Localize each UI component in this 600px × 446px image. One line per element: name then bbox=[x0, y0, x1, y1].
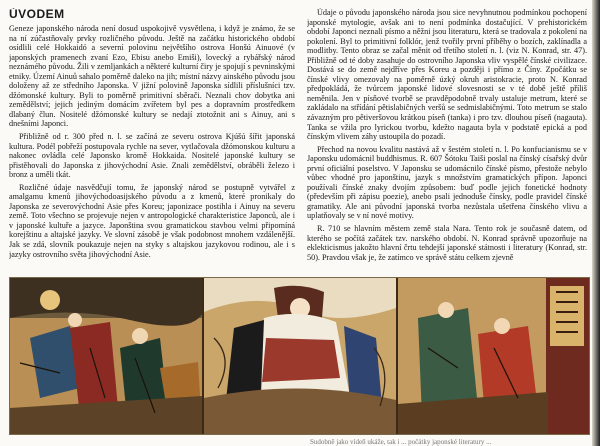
paragraph: Geneze japonského národa není dosud uspokojivě vysvětlena, i když je známo, že se na ní zúčastňovaly prvky rozličného původu. Ještě na začátku historického období osídlili celé Hokkaidó a severní polovinu největšího ostrova Honšú Ainuové (v japonských pramenech zvaní Ezo, Ebisu anebo Emiši), lovecký a rybářský národ neznámého původu. Žili v zemljankách a některé kulturní čiry je spojují s pevninskými etniky. Území Ainuů sahalo poměrně daleko na jih; místní názvy ainského původu jsou doloženy až ze středního Japonska. V jižní polovině Japonska sídlili příslušníci tzv. džómonské kultury. Byli to poměrně primitivní sběrači. Neznali chov dobytka ani zemědělství; jejich jediným domácím zvířetem byl pes a dopravním prostředkem dlabaný člun. Nositelé džómonské kultury se nedají ztotožnit ani s Ainuy, ani s dnešními Japonci. bbox=[9, 24, 295, 129]
triptych-panel-right bbox=[398, 278, 589, 434]
page-edge-shadow bbox=[592, 0, 600, 446]
triptych-panel-left bbox=[10, 278, 202, 434]
paragraph: Přibližně od r. 300 před n. l. se začíná ze severu ostrova Kjúšú šířit japonská kultura. Podél pobřeží postupovala rychle na sever, vytlačovala džómonskou kulturu a nakonec ovládla celé Japonsko kromě Hokkaida. Nositelé japonské kultury se přistěhovali do Japonska z jihovýchodní Asie. Znali zemědělství, obráběli železo i bronz a uměli tkát. bbox=[9, 132, 295, 180]
paragraph: Údaje o původu japonského národa jsou sice nevyhnutnou podmínkou pochopení japonské mytologie, avšak ani to není podmínka dostačující. V prehistorickém období Japonci neznali písmo a něžni jsou literaturu, která se tradovala z pokolení na pokolení. Byl to primitivní folklór, jenž tvořily první příběhy o bozích, zaklínadla a modlitby. Tento obraz se začal měnit od třetího století n. l. (viz N. Konrad, str. 47). Přibližně od té doby zasahuje do ostrovního Japonska vliv vyspělé čínské civilizace. Dostává se do země nejdříve přes Koreu a později i přímo z Číny. Zpočátku se čínské vlivy omezovaly na poměrně úzký okruh aristokracie, proto N. Konrad předpokládá, že tvůrcem japonské lidové slovesnosti se v té době ještě příliš neměnila. Jen v písňové tvorbě se pravděpodobně trvaly ustaluje metrum, které se zakládalo na střídání pětislabičných veršů se sedmislabičnými. Toto metrum se stalo závazným pro pětiveršovou krátkou píseň (tanka) i pro tzv. dlouhou píseň (nagauta). Tanka se vžila pro lyrickou tvorbu, kdežto nagauta byla v podstatě epická a pod čínským vlivem záhy ustoupila do pozadí. bbox=[307, 8, 587, 142]
paragraph: Rozličné údaje nasvědčují tomu, že japonský národ se postupně vytvářel z amalgamu kmenů jihovýchodoasijského původu a z kmenů, které pronikaly do Japonska ze severovýchodní Asie přes Koreu; japonizace postihla i Ainuy na severu země. Toto všechno se projevuje nejen v antropologické charakteristice Japonců, ale i v japonské kultuře a jazyce. Japonština svou gramatickou stavbou velmi připomíná korejštinu a altajské jazyky. Ve slovní zásobě je však podobnost mnohem vzdálenější. Jak se zdá, slovník poukazuje nejen na styky s altajskou jazykovou rodinou, ale i s jazyky ostrovního světa jihovýchodní Asie. bbox=[9, 182, 295, 259]
cut-off-text-line: Sudobně jako vídeň ukáže, tak i ... počátky japonské literatury ... bbox=[310, 438, 492, 446]
left-text-column bbox=[9, 8, 295, 278]
paragraph: Přechod na novou kvalitu nastává až v šestém století n. l. Po konfucianismu se v Japonsku udomácnil buddhismus. R. 607 Šótoku Taiši poslal na čínský císařský dvůr první oficiální poselstvo. V Japonsku se udomácnilo čínské písmo, přestože nebylo vůbec vhodné pro japonštinu, jazyk s množstvím gramatických přípon. Japonci používali čínské znaky dvojím způsobem: buď podle jejich fonetické hodnoty (především při zápisu poezie), anebo psali jednoduše čínsky, podle pravidel čínské gramatiky. Ale ani původní japonská tvorba nezůstala ušetřena čínského vlivu a uplatňovaly se v ní nové motivy. bbox=[307, 144, 587, 221]
ukiyo-e-triptych bbox=[9, 277, 590, 435]
paragraph: R. 710 se hlavním městem země stala Nara. Tento rok je současně datem, od kterého se počítá začátek tzv. narského období. N. Konrad správně upozorňuje na eklekticismus jakožto hlavní črtu tehdejší japonské státnosti i literatury (Konrad, str. 50). Pravdou však je, že zatímco ve správě státu celkem zjevně bbox=[307, 224, 587, 262]
right-text-column bbox=[307, 8, 587, 278]
page-title: ÚVODEM bbox=[9, 8, 65, 21]
triptych-panel-center bbox=[204, 278, 396, 434]
